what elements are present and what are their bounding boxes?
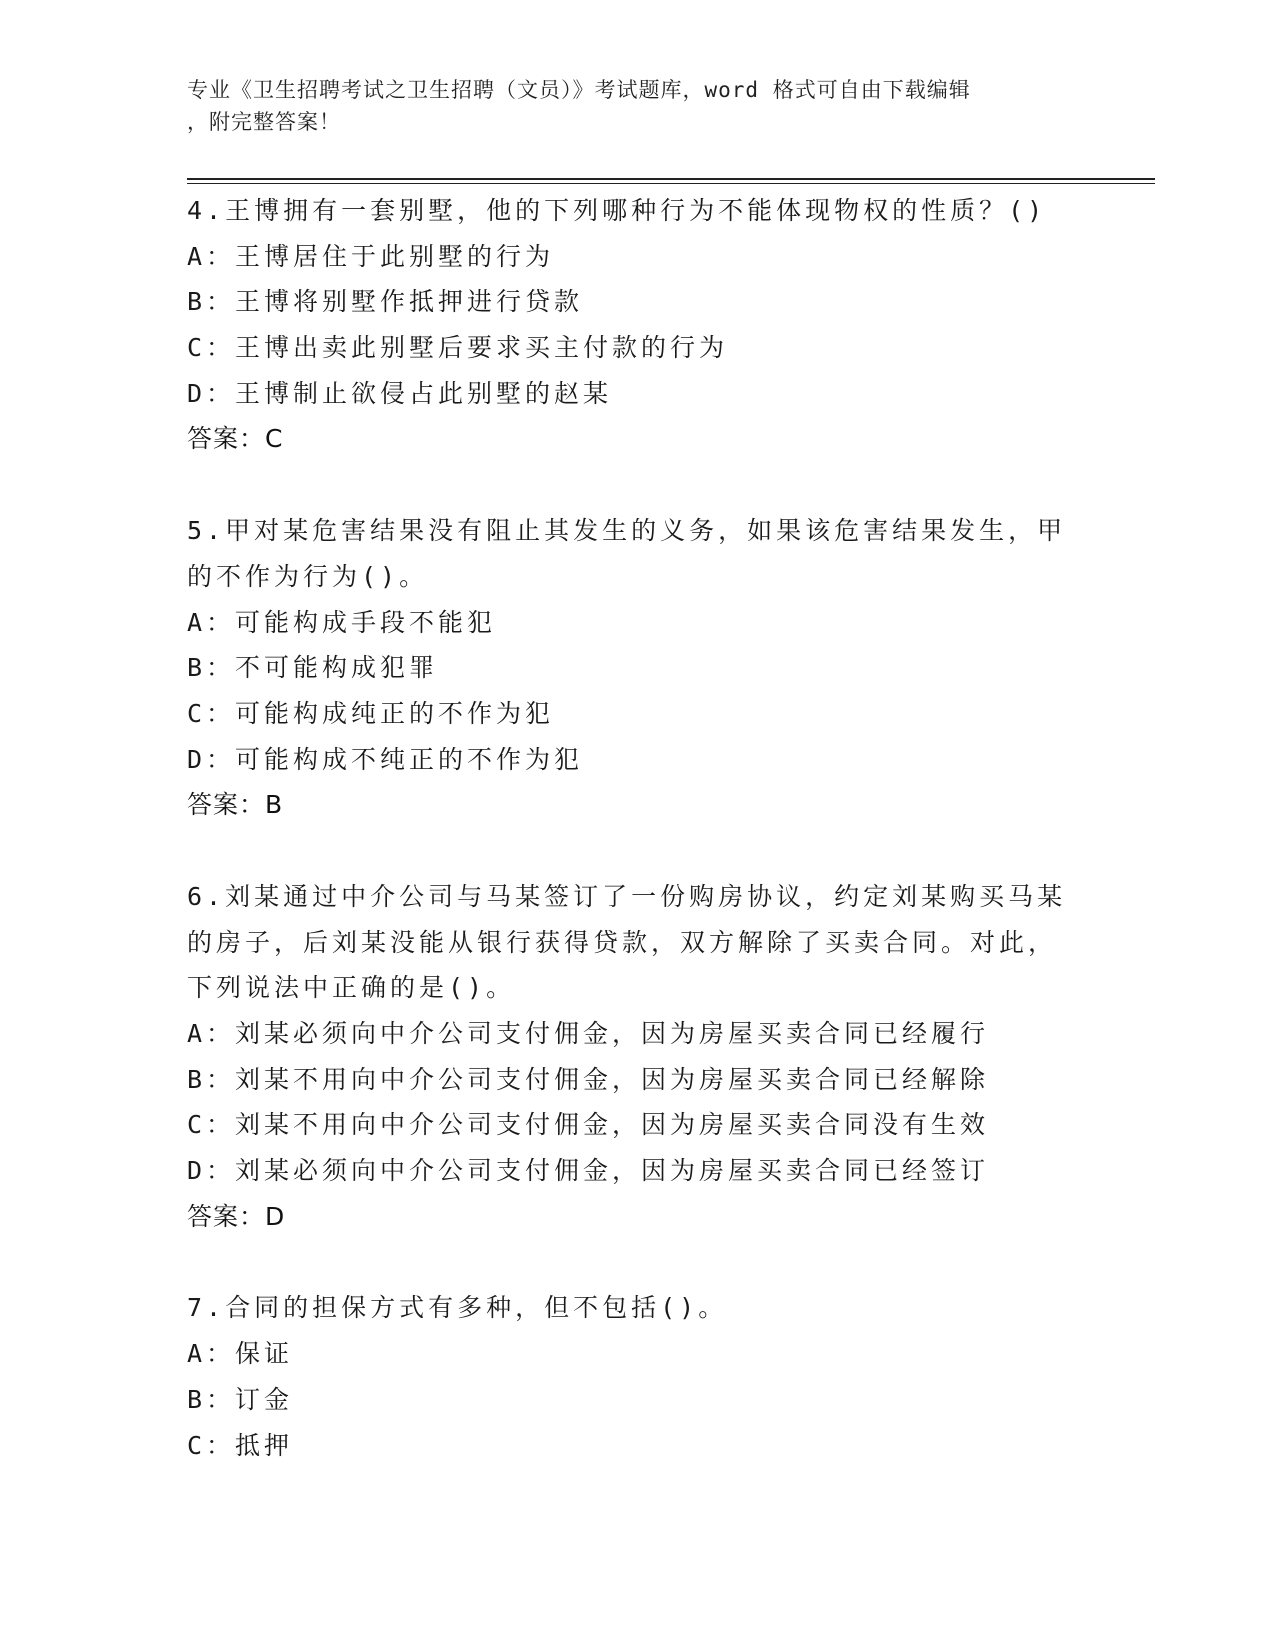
- question-stem-line: 下列说法中正确的是()。: [187, 973, 516, 1003]
- header-line-1: 专业《卫生招聘考试之卫生招聘（文员）》考试题库，word 格式可自由下载编辑: [187, 78, 971, 102]
- option-a: A：可能构成手段不能犯: [187, 607, 497, 637]
- option-b: B：不可能构成犯罪: [187, 653, 439, 683]
- question-stem: [187, 188, 1087, 234]
- option-c: C：刘某不用向中介公司支付佣金，因为房屋买卖合同没有生效: [187, 1110, 990, 1140]
- question-stem: [187, 1285, 1087, 1331]
- question-stem-line: 7.合同的担保方式有多种，但不包括()。: [187, 1293, 728, 1323]
- question-stem-line: 4.王博拥有一套别墅，他的下列哪种行为不能体现物权的性质？(): [187, 196, 1047, 225]
- option-b: B：王博将别墅作抵押进行贷款: [187, 287, 584, 317]
- question-7: [187, 1285, 1087, 1468]
- question-stem: [187, 508, 1087, 599]
- option-c: C：王博出卖此别墅后要求买主付款的行为: [187, 333, 729, 363]
- answer-line: 答案：D: [187, 1201, 286, 1231]
- question-stem: [187, 874, 1087, 1011]
- option-b: B：刘某不用向中介公司支付佣金，因为房屋买卖合同已经解除: [187, 1064, 990, 1094]
- option-c: C：可能构成纯正的不作为犯: [187, 698, 555, 728]
- question-4: [187, 188, 1087, 462]
- option-a: A：保证: [187, 1339, 294, 1369]
- answer-line: 答案：C: [187, 424, 284, 454]
- question-list: [187, 188, 1087, 1514]
- header-line-2: ，附完整答案！: [187, 110, 341, 134]
- option-a: A：王博居住于此别墅的行为: [187, 241, 555, 271]
- question-5: [187, 508, 1087, 828]
- option-d: D：可能构成不纯正的不作为犯: [187, 744, 584, 774]
- option-a: A：刘某必须向中介公司支付佣金，因为房屋买卖合同已经履行: [187, 1019, 990, 1048]
- option-d: D：王博制止欲侵占此别墅的赵某: [187, 378, 613, 408]
- question-stem-line: 6.刘某通过中介公司与马某签订了一份购房协议，约定刘某购买马某: [187, 881, 1067, 911]
- option-b: B：订金: [187, 1384, 294, 1414]
- question-6: [187, 874, 1087, 1240]
- question-stem-line: 的不作为行为()。: [187, 561, 429, 591]
- question-stem-line: 的房子，后刘某没能从银行获得贷款，双方解除了买卖合同。对此，: [187, 927, 1058, 957]
- option-d: D：刘某必须向中介公司支付佣金，因为房屋买卖合同已经签订: [187, 1156, 990, 1186]
- document-header: [187, 74, 1067, 138]
- header-divider: [187, 178, 1155, 184]
- question-stem-line: 5.甲对某危害结果没有阻止其发生的义务，如果该危害结果发生，甲: [187, 516, 1067, 546]
- answer-line: 答案：B: [187, 790, 284, 820]
- option-c: C：抵押: [187, 1430, 294, 1460]
